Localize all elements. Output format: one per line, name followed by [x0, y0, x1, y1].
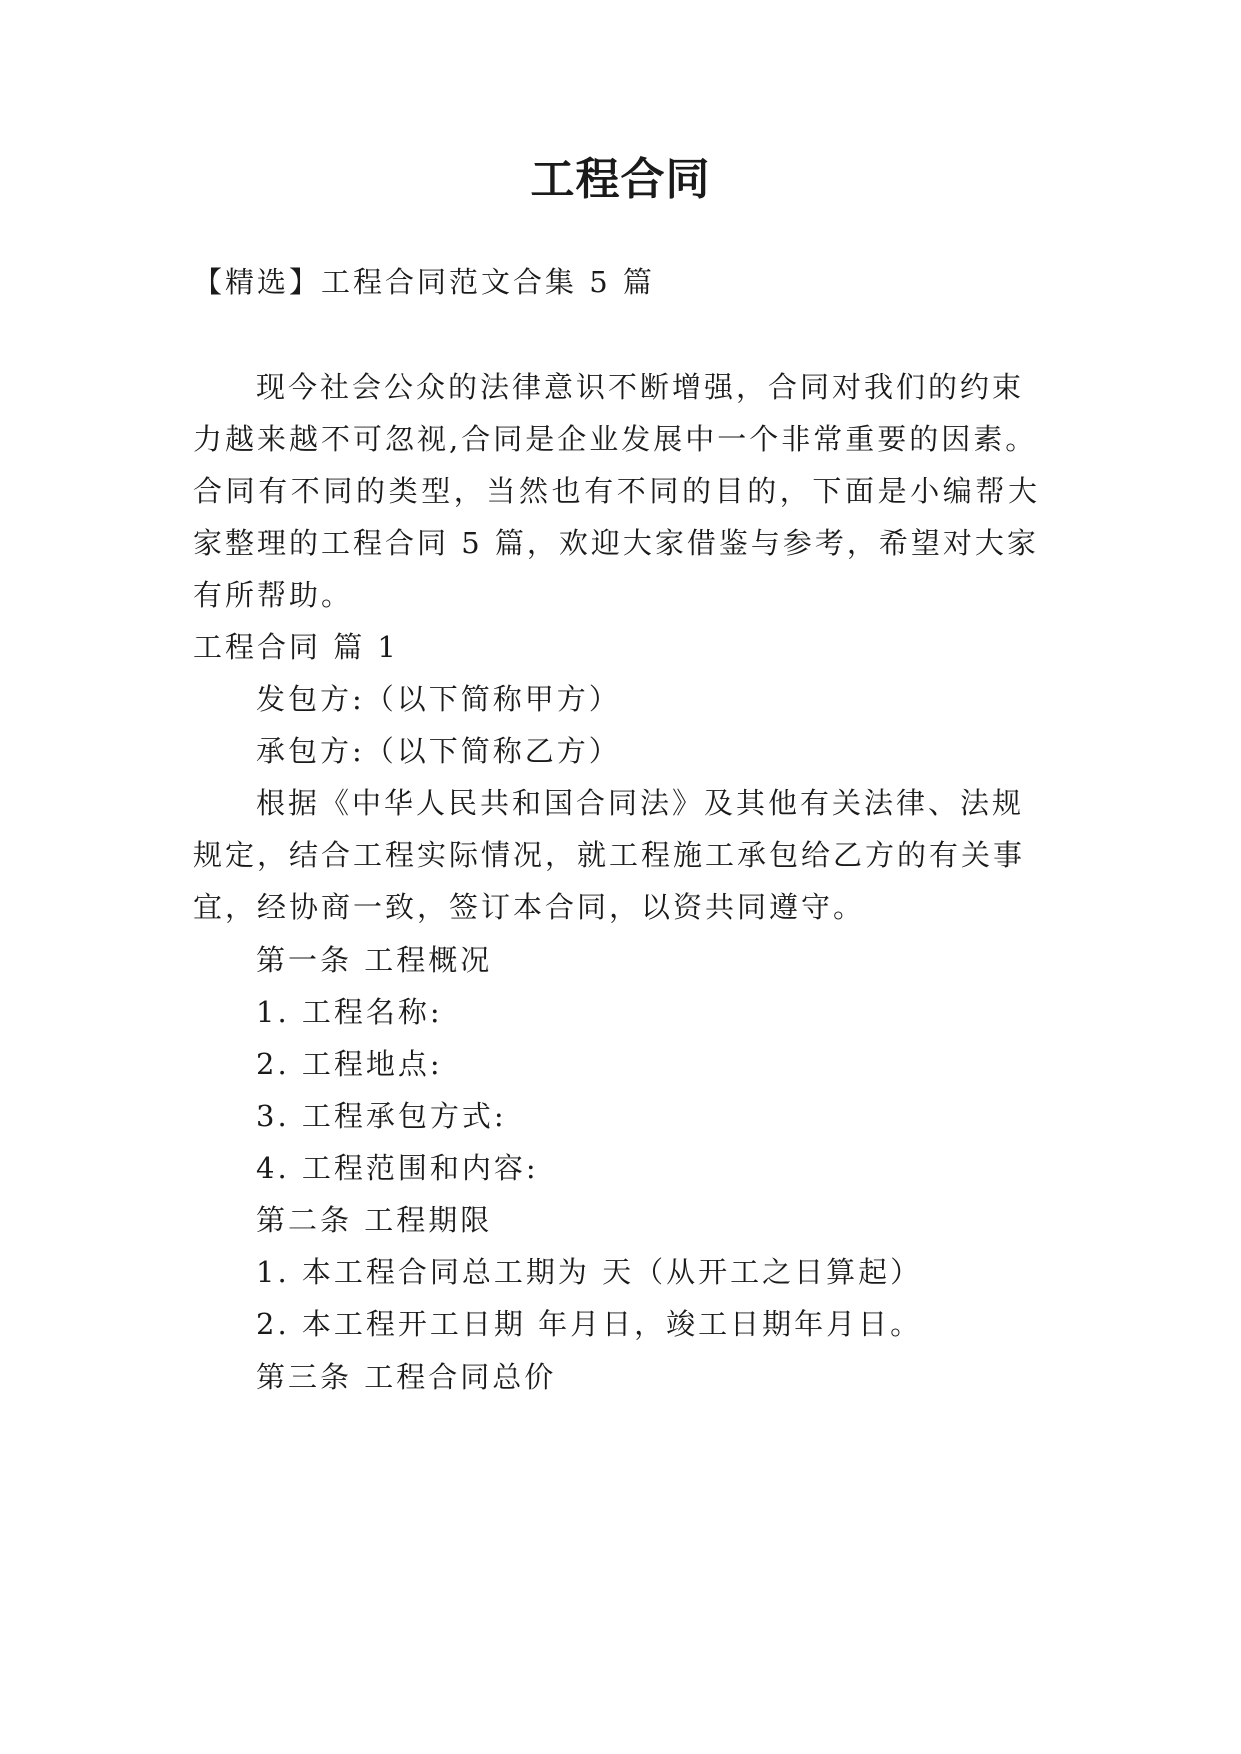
article-2-heading: 第二条 工程期限 — [256, 1203, 493, 1237]
article-1-item: 2. 工程地点: — [256, 1047, 443, 1081]
intro-line: 合同有不同的类型，当然也有不同的目的，下面是小编帮大 — [193, 474, 1041, 508]
intro-line: 力越来越不可忽视,合同是企业发展中一个非常重要的因素。 — [193, 422, 1038, 456]
intro-line: 有所帮助。 — [193, 578, 354, 612]
article-1-heading: 第一条 工程概况 — [256, 943, 493, 977]
article-2-item: 1. 本工程合同总工期为 天（从开工之日算起） — [256, 1255, 923, 1289]
preamble-line: 宜，经协商一致，签订本合同，以资共同遵守。 — [193, 890, 866, 924]
intro-line: 现今社会公众的法律意识不断增强，合同对我们的约束 — [256, 370, 1025, 404]
preamble-line: 规定，结合工程实际情况，就工程施工承包给乙方的有关事 — [193, 838, 1026, 872]
party-b-line: 承包方:（以下简称乙方） — [256, 734, 621, 768]
article-1-item: 1. 工程名称: — [256, 995, 443, 1029]
document-title: 工程合同 — [530, 154, 711, 205]
party-a-line: 发包方:（以下简称甲方） — [256, 682, 621, 716]
intro-line: 家整理的工程合同 5 篇，欢迎大家借鉴与参考，希望对大家 — [193, 526, 1039, 560]
article-1-item: 4. 工程范围和内容: — [256, 1151, 539, 1185]
document-subtitle: 【精选】工程合同范文合集 5 篇 — [193, 265, 655, 299]
article-3-heading: 第三条 工程合同总价 — [256, 1360, 557, 1394]
article-1-item: 3. 工程承包方式: — [256, 1099, 507, 1133]
preamble-line: 根据《中华人民共和国合同法》及其他有关法律、法规 — [256, 786, 1025, 820]
section-heading: 工程合同 篇 1 — [193, 630, 399, 664]
article-2-item: 2. 本工程开工日期 年月日，竣工日期年月日。 — [256, 1307, 923, 1341]
